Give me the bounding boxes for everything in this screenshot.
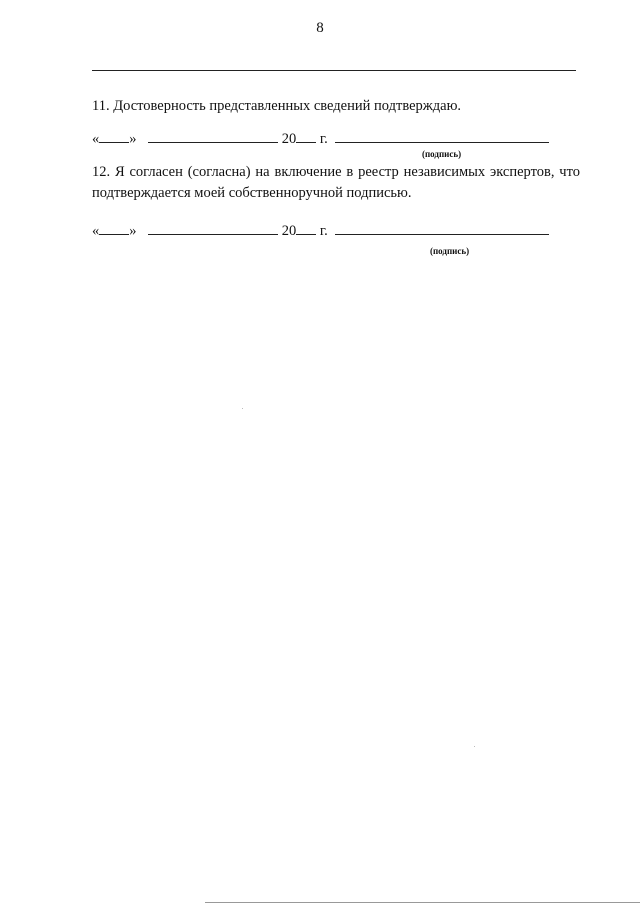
scan-speck [474, 746, 475, 747]
year-prefix: 20 [281, 223, 297, 239]
item-12-text: 12. Я согласен (согласна) на включение в реестр независимых экспертов, что подтверждается моей собственноручной подписью. [92, 164, 580, 201]
scan-edge-line [205, 902, 640, 903]
year-suffix: г. [319, 223, 328, 239]
signature-blank [335, 222, 549, 235]
signature-line-2 [92, 222, 549, 242]
day-blank [99, 130, 129, 143]
signature-line-1 [92, 130, 549, 150]
month-blank [148, 130, 278, 143]
year-prefix: 20 [281, 131, 297, 147]
signature-caption-2: (подпись) [430, 246, 470, 256]
signature-blank [335, 130, 549, 143]
month-blank [148, 222, 278, 235]
day-blank [99, 222, 129, 235]
year-suffix: г. [319, 131, 328, 147]
quote-open: « [92, 131, 100, 147]
quote-close: » [129, 223, 137, 239]
quote-close: » [129, 131, 137, 147]
year-blank [296, 130, 316, 143]
page-number: 8 [316, 20, 324, 36]
signature-caption-1: (подпись) [422, 149, 462, 159]
quote-open: « [92, 223, 100, 239]
year-blank [296, 222, 316, 235]
scan-speck [242, 408, 243, 409]
header-divider [92, 70, 576, 71]
item-11-text: 11. Достоверность представленных сведений подтверждаю. [92, 98, 462, 114]
